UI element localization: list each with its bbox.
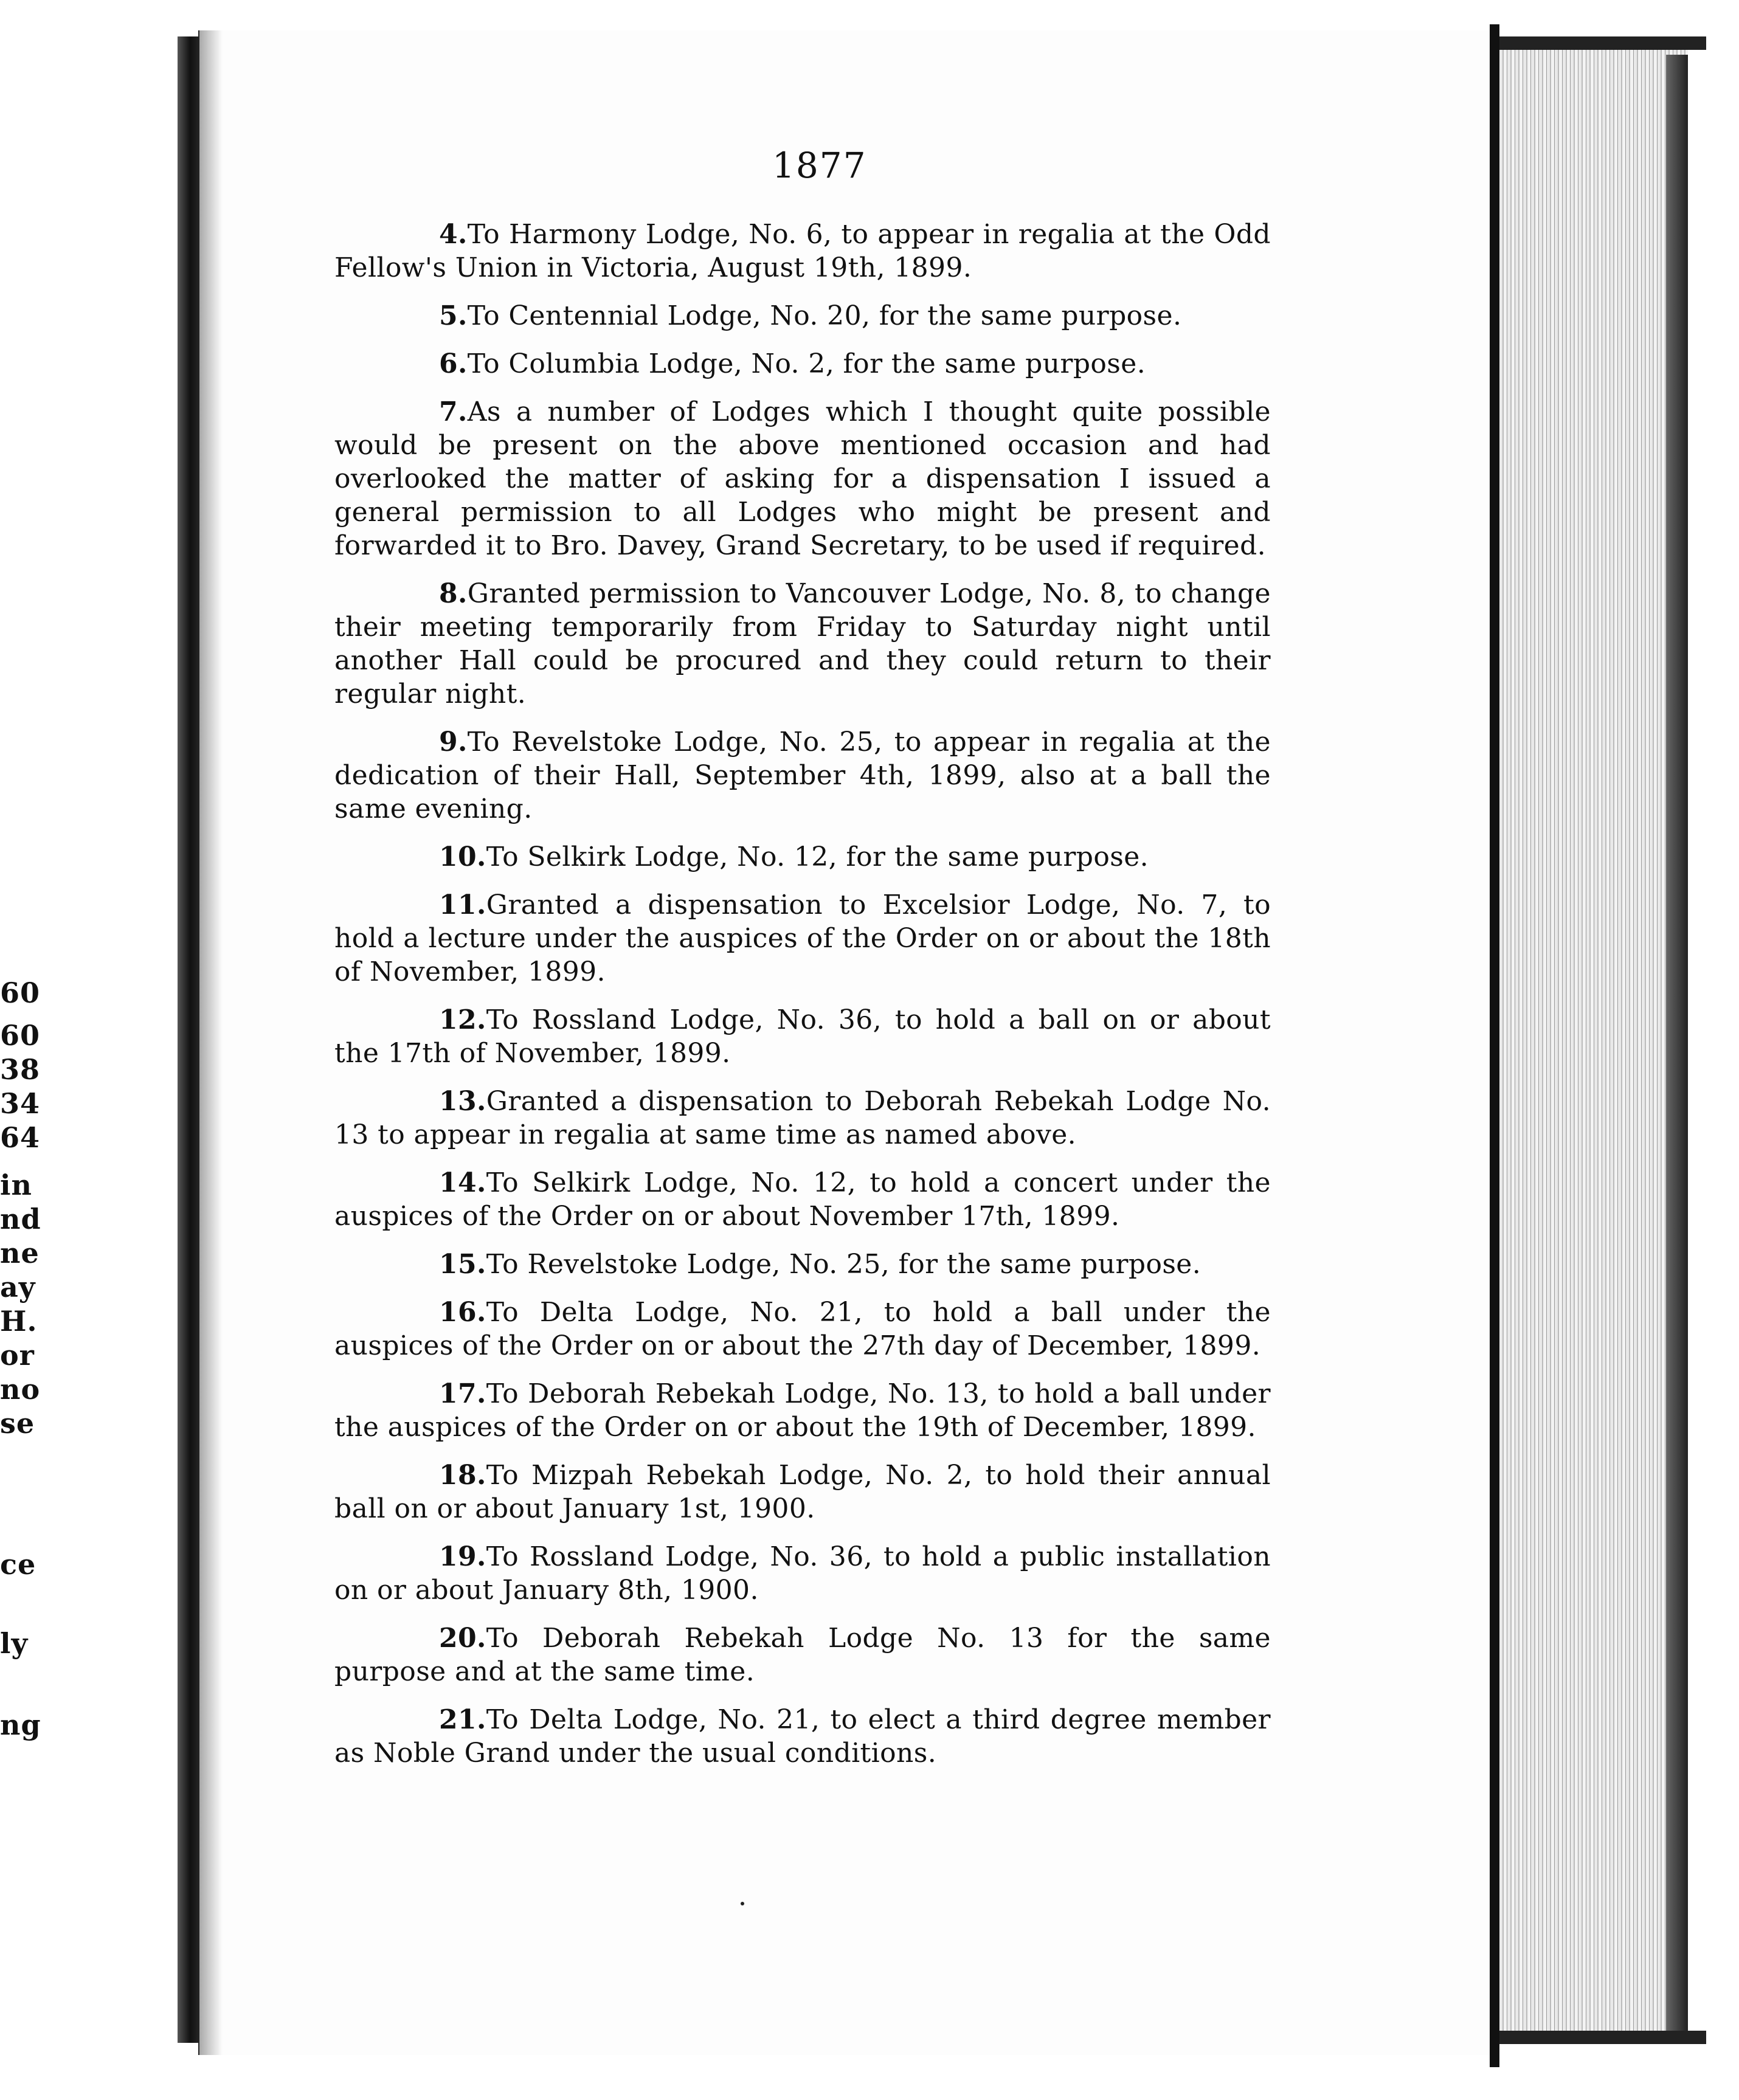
item-number: 17. xyxy=(439,1378,486,1409)
left-fragment: in xyxy=(0,1169,32,1201)
item-number: 18. xyxy=(439,1460,486,1491)
item-number: 10. xyxy=(439,841,486,872)
item-number: 21. xyxy=(439,1704,486,1735)
item-text: Granted permission to Vancouver Lodge, No. 8, to change their meeting temporarily from Friday to Saturday night until another Hall could be procured and they could return to their regular night. xyxy=(334,578,1271,710)
item-text: To Rossland Lodge, No. 36, to hold a ball on or about the 17th of November, 1899. xyxy=(334,1004,1271,1069)
left-fragment: ly xyxy=(0,1627,29,1660)
list-item xyxy=(334,1622,1271,1688)
item-number: 13. xyxy=(439,1086,486,1117)
item-number: 12. xyxy=(439,1004,486,1035)
item-text: To Columbia Lodge, No. 2, for the same purpose. xyxy=(467,348,1146,379)
left-fragment: 38 xyxy=(0,1053,41,1086)
binding-edge xyxy=(1490,24,1499,2067)
item-text: To Selkirk Lodge, No. 12, to hold a concert under the auspices of the Order on or about November 17th, 1899. xyxy=(334,1167,1271,1232)
item-text: Granted a dispensation to Excelsior Lodge, No. 7, to hold a lecture under the auspices of the Order on or about the 18th of November, 1899. xyxy=(334,889,1271,987)
item-number: 14. xyxy=(439,1167,486,1198)
item-text: To Revelstoke Lodge, No. 25, to appear in regalia at the dedication of their Hall, September 4th, 1899, also at a ball the same evening. xyxy=(334,727,1271,824)
page-stack xyxy=(1499,43,1688,2037)
item-number: 15. xyxy=(439,1249,486,1280)
list-item xyxy=(334,888,1271,989)
left-fragment: no xyxy=(0,1373,41,1406)
list-item xyxy=(334,1248,1271,1281)
list-item xyxy=(334,1003,1271,1070)
item-text: To Delta Lodge, No. 21, to elect a third degree member as Noble Grand under the usual conditions. xyxy=(334,1704,1271,1769)
item-number: 19. xyxy=(439,1541,486,1572)
left-fragment: H. xyxy=(0,1305,38,1338)
item-text: Granted a dispensation to Deborah Rebekah Lodge No. 13 to appear in regalia at same time as named above. xyxy=(334,1086,1271,1150)
list-item xyxy=(334,299,1271,333)
item-number: 8. xyxy=(439,578,468,609)
list-item xyxy=(334,1085,1271,1152)
left-fragment: 34 xyxy=(0,1087,41,1120)
previous-page-sliver xyxy=(0,0,182,2100)
left-fragment: ne xyxy=(0,1237,40,1269)
list-item xyxy=(334,725,1271,826)
item-text: To Deborah Rebekah Lodge No. 13 for the same purpose and at the same time. xyxy=(334,1623,1271,1687)
list-item xyxy=(334,1377,1271,1444)
item-text: As a number of Lodges which I thought quite possible would be present on the above mentioned occasion and had overlooked the matter of asking for a dispensation I issued a general permission to all Lodges who might be present and forwarded it to Bro. Davey, Grand Secretary, to be used if required. xyxy=(334,396,1271,561)
item-text: To Selkirk Lodge, No. 12, for the same purpose. xyxy=(486,841,1149,872)
left-fragment: ce xyxy=(0,1548,36,1581)
item-number: 4. xyxy=(439,219,468,250)
item-text: To Rossland Lodge, No. 36, to hold a public installation on or about January 8th, 1900. xyxy=(334,1541,1271,1606)
left-fragment: ng xyxy=(0,1708,41,1741)
book-gutter xyxy=(178,36,198,2043)
item-number: 11. xyxy=(439,889,486,920)
item-text: To Delta Lodge, No. 21, to hold a ball under the auspices of the Order on or about the 27th day of December, 1899. xyxy=(334,1297,1271,1361)
left-fragment: 64 xyxy=(0,1121,41,1154)
list-item xyxy=(334,577,1271,711)
item-text: To Harmony Lodge, No. 6, to appear in regalia at the Odd Fellow's Union in Victoria, August 19th, 1899. xyxy=(334,219,1271,283)
left-fragment: nd xyxy=(0,1203,41,1235)
item-text: To Revelstoke Lodge, No. 25, for the same purpose. xyxy=(486,1249,1201,1280)
list-item xyxy=(334,1296,1271,1363)
item-text: To Mizpah Rebekah Lodge, No. 2, to hold their annual ball on or about January 1st, 1900. xyxy=(334,1460,1271,1524)
left-fragment: se xyxy=(0,1407,35,1440)
item-text: To Deborah Rebekah Lodge, No. 13, to hold a ball under the auspices of the Order on or about the 19th of December, 1899. xyxy=(334,1378,1271,1443)
item-text: To Centennial Lodge, No. 20, for the same purpose. xyxy=(467,300,1182,331)
item-number: 5. xyxy=(439,300,468,331)
gutter-shadow xyxy=(198,30,223,2055)
list-item xyxy=(334,1703,1271,1770)
list-item xyxy=(334,840,1271,874)
item-number: 9. xyxy=(439,727,468,758)
print-speck xyxy=(741,1902,744,1905)
left-fragment: ay xyxy=(0,1271,36,1304)
list-item xyxy=(334,347,1271,381)
page-stack-edge xyxy=(1666,55,1688,2031)
list-item xyxy=(334,395,1271,562)
list-item xyxy=(334,1166,1271,1233)
page-number: 1877 xyxy=(772,145,867,186)
list-item xyxy=(334,1540,1271,1607)
left-fragment: 60 xyxy=(0,1019,41,1052)
page-stack-top xyxy=(1499,36,1706,50)
page-body xyxy=(334,218,1271,1784)
list-item xyxy=(334,218,1271,285)
item-number: 16. xyxy=(439,1297,486,1328)
item-number: 7. xyxy=(439,396,468,427)
item-number: 6. xyxy=(439,348,468,379)
list-item xyxy=(334,1459,1271,1525)
item-number: 20. xyxy=(439,1623,486,1654)
left-fragment: or xyxy=(0,1339,35,1372)
page-stack-bottom xyxy=(1499,2031,1706,2044)
left-fragment: 60 xyxy=(0,976,41,1009)
